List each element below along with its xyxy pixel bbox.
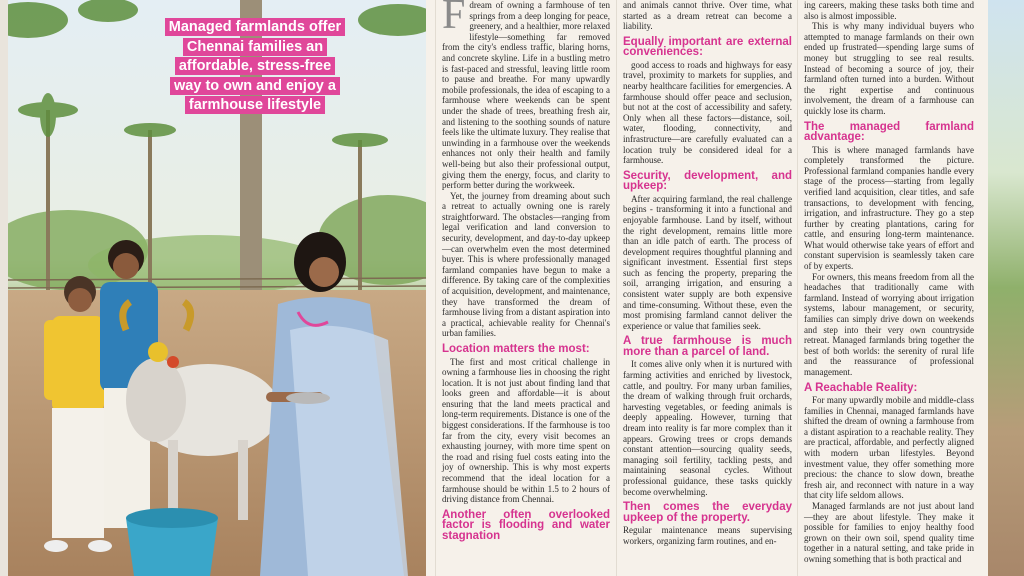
body-paragraph: Regular maintenance means supervising workers, organizing farm routines, and en- xyxy=(623,525,792,546)
article-column-1 xyxy=(442,0,610,543)
paragraph-text: dream of owning a farmhouse of ten springs from a deep longing for peace, greenery, and a healthier, more relaxed lifestyle—something far removed from the city's endless traffic, blaring horns, and concrete skyline. Life in a bustling metro is fast-paced and stressful, leaving little room to pause and breathe. For many upwardly mobile professionals, the idea of escaping to a farmhouse where weekends can be spent under the shade of trees, breathing fresh air, and listening to the soothing sounds of nature feels like the ultimate luxury. They realise that unwinding in a farmhouse over the weekends enhances not only their health and family well-being but also their professional output, giving them the energy, focus, and clarity to perform better during the workweek. xyxy=(442,0,610,191)
body-paragraph: This is where managed farmlands have completely transformed the picture. Professional farmland companies handle every stage of the process—starting from legally verified land acquisition, clear titles, and safe transactions, to development with fencing, irrigation, and infrastructure. They go a step further by creating plantations, caring for cattle, and ensuring long-term maintenance. What would otherwise take years of effort and constant supervision is seamlessly taken care of by experts. xyxy=(804,144,974,272)
drop-cap: F xyxy=(442,0,466,38)
body-paragraph: For owners, this means freedom from all the headaches that traditionally came with farmland. Instead of worrying about irrigation systems, labour management, or security, families can simply drive down on weekends and step into their very own countryside retreat. Managed farmlands bring together the best of both worlds: the serenity of rural life and the reassurance of professional management. xyxy=(804,271,974,377)
article-column-3 xyxy=(804,0,974,565)
body-paragraph: and animals cannot thrive. Over time, what started as a dream retreat can become a liability. xyxy=(623,0,792,32)
body-paragraph: For many upwardly mobile and middle-class families in Chennai, managed farmlands have shifted the dream of owning a farmhouse from a distant aspiration to a reachable reality. They are practical, affordable, and perfectly aligned with modern urban lifestyles. Beyond investment value, they offer something more precious: the chance to slow down, breathe fresh air, and reconnect with nature in a way that city life seldom allows. xyxy=(804,395,974,501)
body-paragraph: ing careers, making these tasks both time and also is almost impossible. xyxy=(804,0,974,21)
subheading: Location matters the most: xyxy=(442,343,590,355)
lead-paragraph xyxy=(442,0,610,191)
subheading: Security, development, and upkeep: xyxy=(623,169,792,193)
page-edge-left xyxy=(0,0,8,576)
headline-text: Managed farmlands offer Chennai families an affordable, stress-free way to own and enjoy a farmhouse lifestyle xyxy=(165,18,345,114)
body-paragraph: The first and most critical challenge in owning a farmhouse lies in choosing the right location. It is not just about finding land that looks green and affordable—it is about ensuring that the land meets practical and long-term requirements. Distance is one of the biggest considerations. If the farmhouse is too far from the city, every visit becomes an exhausting journey, with more time spent on the road and rising fuel costs eating into the joy of ownership. This is why most experts recommend that the ideal location for a farmhouse should be within 1.5 to 2 hours of driving distance from Chennai. xyxy=(442,356,610,505)
gutter-rule xyxy=(616,0,617,576)
subheading: Another often overlooked factor is flooding and water stagnation xyxy=(442,508,610,542)
gutter-rule xyxy=(435,0,436,576)
body-paragraph: Yet, the journey from dreaming about such a retreat to actually owning one is rarely straightforward. The obstacles—ranging from legal verification and land conversion to security, development, and day-to-day upkeep—can overwhelm even the most determined buyer. This is where professionally managed farmland companies have begun to make a difference. By taking care of the complexities of acquisition, development, and maintenance, they have transformed the dream of farmhouse living from a distant aspiration into a practical, achievable reality for Chennai's urban families. xyxy=(442,190,610,339)
subheading: The managed farmland advantage: xyxy=(804,120,974,144)
headline-callout xyxy=(162,18,348,116)
subheading: A true farmhouse is much more than a parcel of land. xyxy=(623,335,792,358)
body-paragraph: It comes alive only when it is nurtured with farming activities and enriched by livestock, cattle, and poultry. For many urban families, the dream of walking through fruit orchards, harvesting vegetables, or feeding animals is deeply appealing. However, turning that dream into reality is far more complex than it appears. Growing trees or crops demands constant attention—sourcing quality seeds, managing soil fertility, tackling pests, and maintaining seasonal cycles. Without professional guidance, these tasks quickly become overwhelming. xyxy=(623,359,792,497)
article-photo xyxy=(8,0,426,576)
page-edge-right xyxy=(988,0,1024,576)
article-column-2 xyxy=(623,0,792,546)
body-paragraph: This is why many individual buyers who attempted to manage farmlands on their own ended up frustrated—spending large sums of money but struggling to see real results. Instead of becoming a source of joy, their farmland often turned into a burden. Without the right expertise and continuous involvement, the dream of a farmhouse can quickly lose its charm. xyxy=(804,21,974,116)
body-paragraph: After acquiring farmland, the real challenge begins - transforming it into a functional and enjoyable farmhouse. Land by itself, without the right development, remains little more than an idle patch of earth. The process of development requires thoughtful planning and significant investment. Essential first steps such as fencing the property, preparing the soil, arranging irrigation, and ensuring a consistent water supply are both expensive and time-consuming. Without these, even the most promising farmland cannot deliver the experience or value that families seek. xyxy=(623,193,792,331)
body-paragraph: Managed farmlands are not just about land—they are about lifestyle. They make it possible for families to enjoy healthy food grown on their own soil, spend quality time together in a natural setting, and take pride in owning something that is both practical and xyxy=(804,501,974,564)
subheading: A Reachable Reality: xyxy=(804,381,918,394)
gutter-rule xyxy=(797,0,798,576)
body-paragraph: good access to roads and highways for easy travel, proximity to markets for supplies, and nearby healthcare facilities for emergencies. A farmhouse should offer peace and seclusion, but not at the cost of accessibility and safety. Only when all these factors—distance, soil, water, flooding, connectivity, and infrastructure—are carefully evaluated can a location truly be considered ideal for a farmhouse. xyxy=(623,59,792,166)
subheading: Then comes the everyday upkeep of the property. xyxy=(623,501,792,524)
subheading: Equally important are external conveniences: xyxy=(623,35,792,59)
